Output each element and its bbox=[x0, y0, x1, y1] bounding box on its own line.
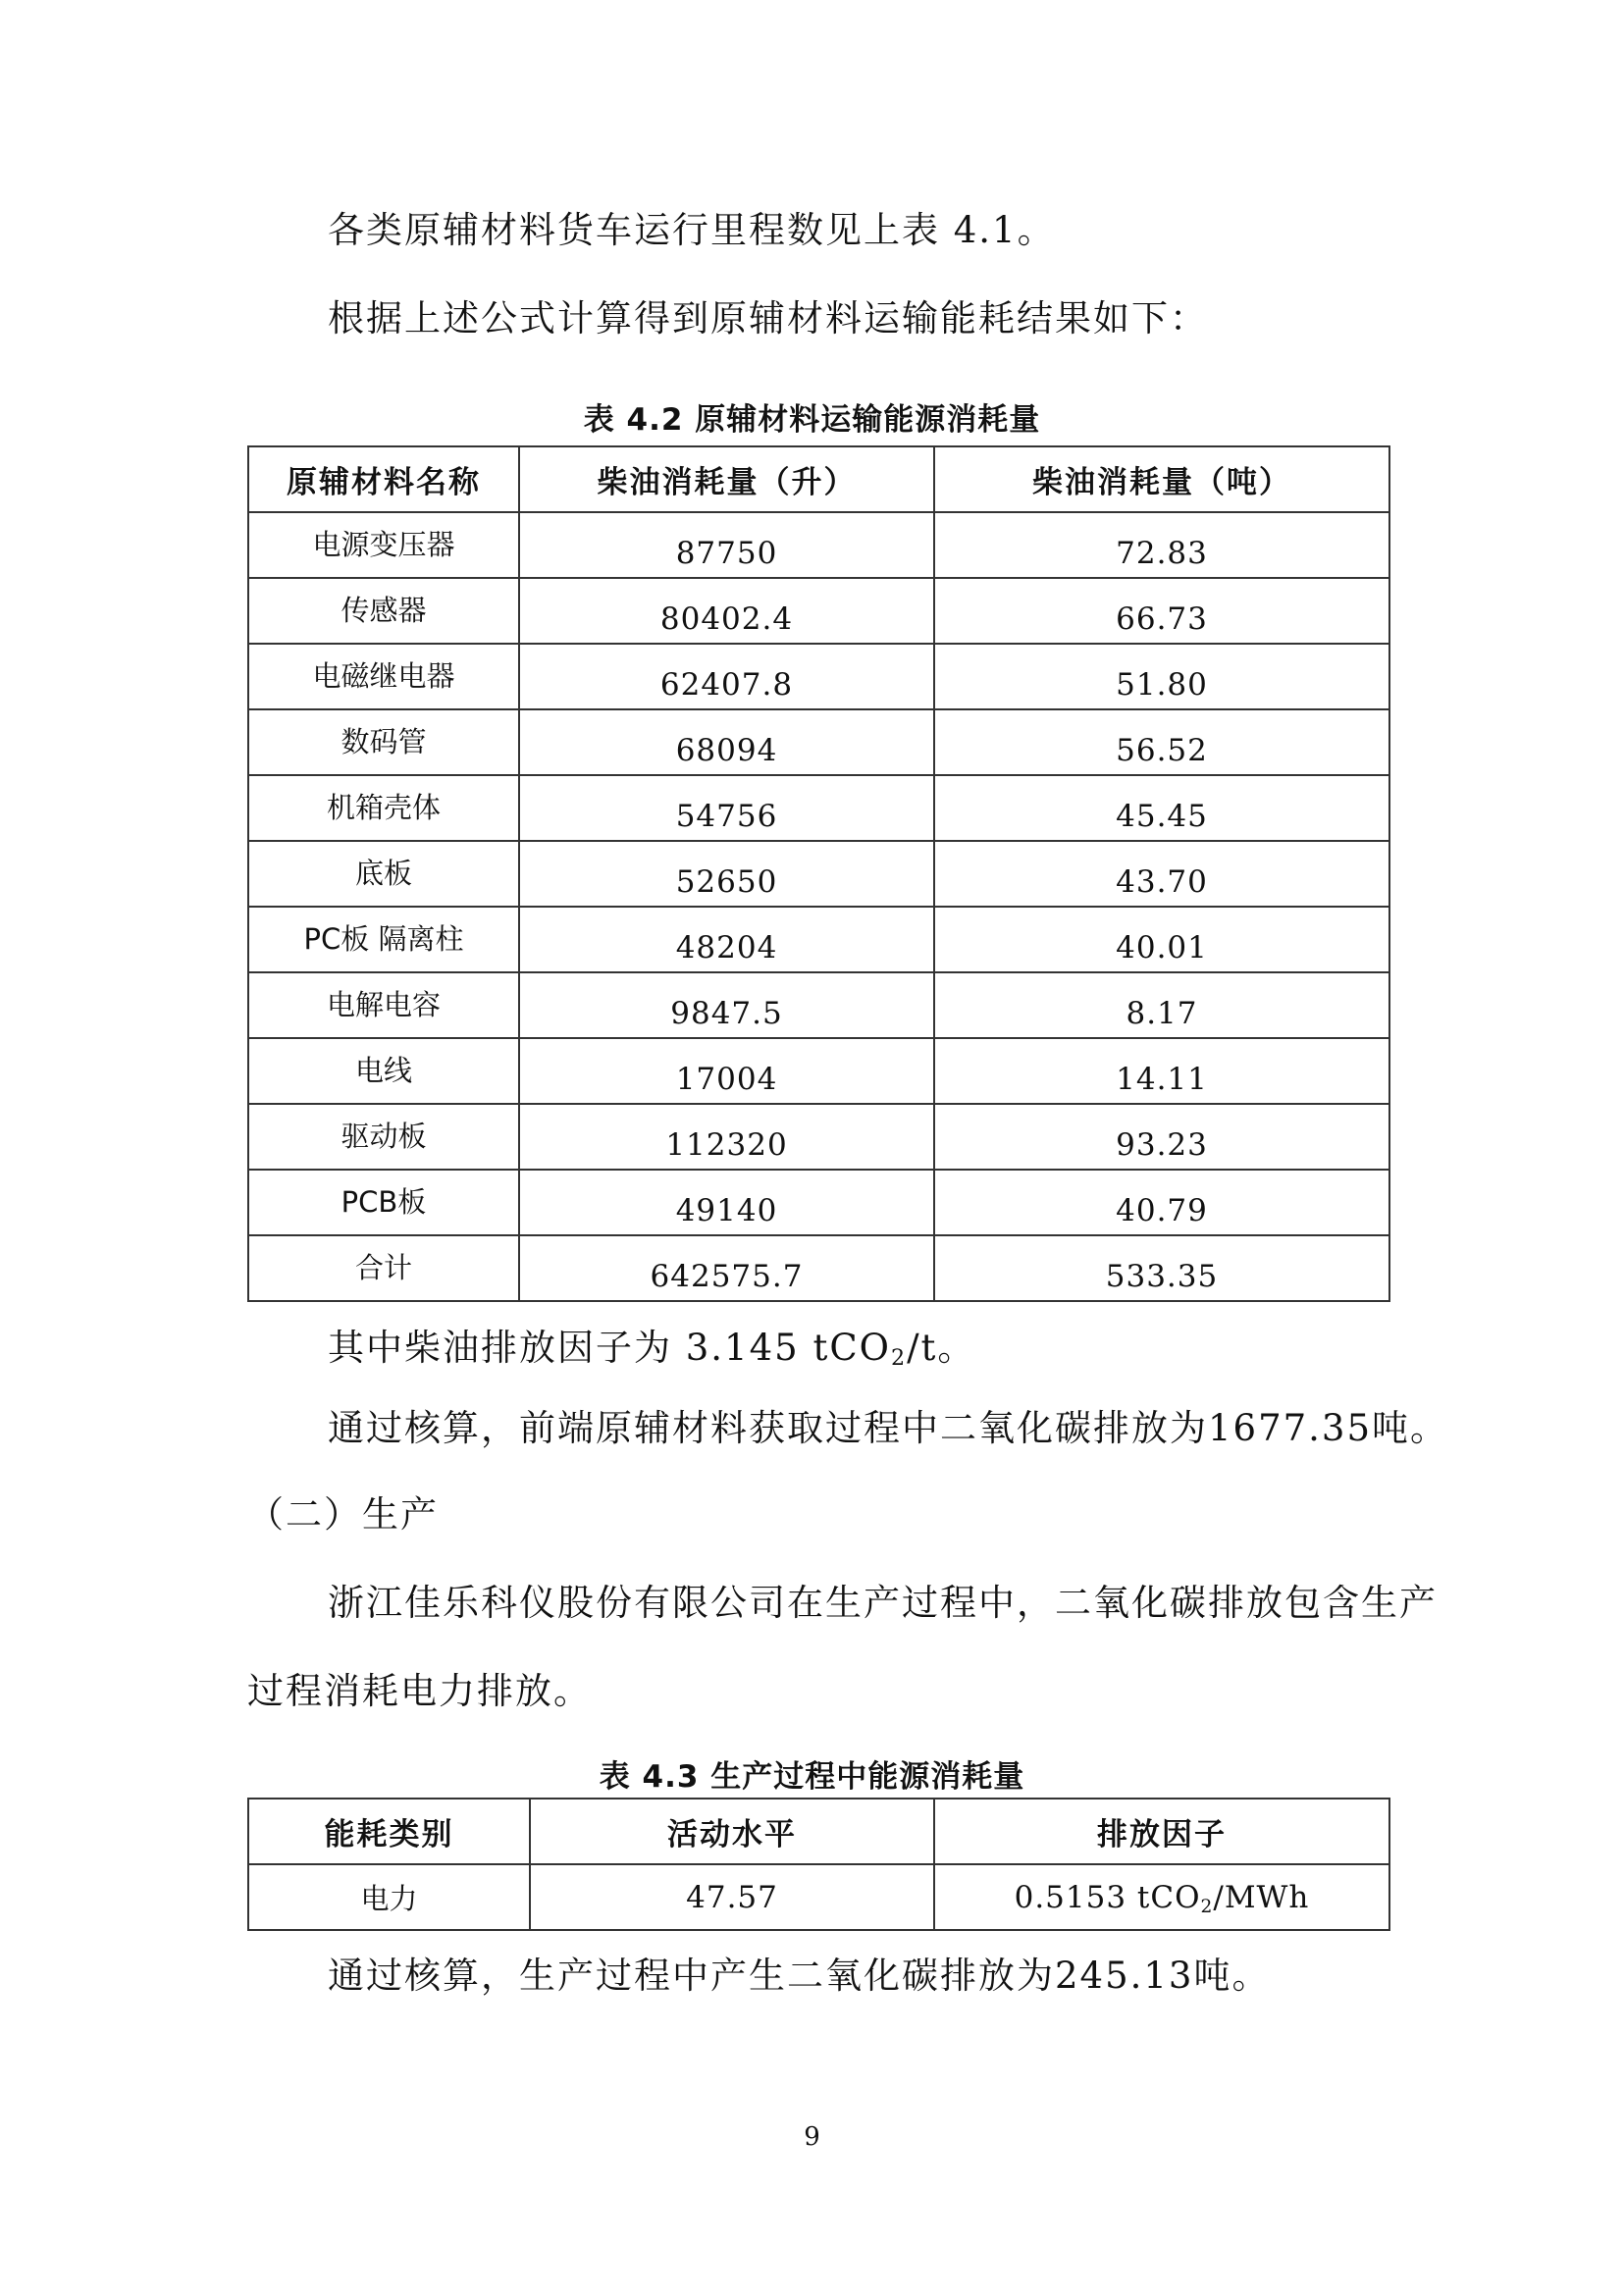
total-diesel-tons: 533.35 bbox=[934, 1235, 1389, 1301]
diesel-liters: 9847.5 bbox=[519, 972, 934, 1038]
material-name: 电源变压器 bbox=[248, 512, 519, 578]
material-name: 底板 bbox=[248, 841, 519, 907]
paragraph-production-line2: 过程消耗电力排放。 bbox=[247, 1670, 592, 1712]
paragraph-production-emission-result: 通过核算，生产过程中产生二氧化碳排放为245.13吨。 bbox=[328, 1955, 1271, 1997]
material-name: 传感器 bbox=[248, 578, 519, 644]
header-emission-factor: 排放因子 bbox=[934, 1799, 1389, 1864]
paragraph-mileage-reference: 各类原辅材料货车运行里程数见上表 4.1。 bbox=[328, 209, 1056, 251]
header-diesel-liters: 柴油消耗量（升） bbox=[519, 446, 934, 512]
diesel-liters: 112320 bbox=[519, 1104, 934, 1170]
table-total-row bbox=[248, 1235, 1389, 1301]
diesel-tons: 14.11 bbox=[934, 1038, 1389, 1104]
table-row bbox=[248, 1170, 1389, 1235]
material-name: 电磁继电器 bbox=[248, 644, 519, 709]
table-row bbox=[248, 512, 1389, 578]
material-name: 机箱壳体 bbox=[248, 775, 519, 841]
table-row bbox=[248, 775, 1389, 841]
diesel-tons: 72.83 bbox=[934, 512, 1389, 578]
table-4-2-caption: 表 4.2 原辅材料运输能源消耗量 bbox=[583, 402, 1041, 438]
table-row bbox=[248, 709, 1389, 775]
header-material-name: 原辅材料名称 bbox=[248, 446, 519, 512]
table-row bbox=[248, 644, 1389, 709]
diesel-liters: 54756 bbox=[519, 775, 934, 841]
table-4-3-caption: 表 4.3 生产过程中能源消耗量 bbox=[599, 1759, 1025, 1795]
diesel-tons: 93.23 bbox=[934, 1104, 1389, 1170]
header-diesel-tons: 柴油消耗量（吨） bbox=[934, 446, 1389, 512]
header-energy-category: 能耗类别 bbox=[248, 1799, 530, 1864]
total-diesel-liters: 642575.7 bbox=[519, 1235, 934, 1301]
diesel-tons: 45.45 bbox=[934, 775, 1389, 841]
table-header-row bbox=[248, 1799, 1389, 1864]
table-header-row bbox=[248, 446, 1389, 512]
table-4-2 bbox=[247, 445, 1390, 1302]
diesel-liters: 48204 bbox=[519, 907, 934, 972]
diesel-tons: 43.70 bbox=[934, 841, 1389, 907]
diesel-liters: 87750 bbox=[519, 512, 934, 578]
diesel-liters: 62407.8 bbox=[519, 644, 934, 709]
paragraph-production-line1: 浙江佳乐科仪股份有限公司在生产过程中，二氧化碳排放包含生产 bbox=[328, 1582, 1438, 1624]
energy-category: 电力 bbox=[248, 1864, 530, 1930]
diesel-tons: 56.52 bbox=[934, 709, 1389, 775]
material-name: 电解电容 bbox=[248, 972, 519, 1038]
total-label: 合计 bbox=[248, 1235, 519, 1301]
table-row bbox=[248, 972, 1389, 1038]
diesel-tons: 40.79 bbox=[934, 1170, 1389, 1235]
page-number: 9 bbox=[804, 2122, 820, 2152]
diesel-liters: 17004 bbox=[519, 1038, 934, 1104]
table-4-3 bbox=[247, 1798, 1390, 1931]
section-heading-production: （二）生产 bbox=[247, 1493, 439, 1536]
activity-level: 47.57 bbox=[530, 1864, 934, 1930]
diesel-liters: 52650 bbox=[519, 841, 934, 907]
material-name: 驱动板 bbox=[248, 1104, 519, 1170]
table-row bbox=[248, 1104, 1389, 1170]
diesel-liters: 80402.4 bbox=[519, 578, 934, 644]
material-name: PCB板 bbox=[248, 1170, 519, 1235]
paragraph-calculation-intro: 根据上述公式计算得到原辅材料运输能耗结果如下： bbox=[328, 297, 1208, 339]
table-row bbox=[248, 1038, 1389, 1104]
header-activity-level: 活动水平 bbox=[530, 1799, 934, 1864]
diesel-tons: 51.80 bbox=[934, 644, 1389, 709]
diesel-tons: 40.01 bbox=[934, 907, 1389, 972]
material-name: PC板 隔离柱 bbox=[248, 907, 519, 972]
diesel-liters: 49140 bbox=[519, 1170, 934, 1235]
table-row bbox=[248, 578, 1389, 644]
material-name: 电线 bbox=[248, 1038, 519, 1104]
material-name: 数码管 bbox=[248, 709, 519, 775]
emission-factor: 0.5153 tCO$_2$/MWh bbox=[934, 1864, 1389, 1930]
table-row bbox=[248, 841, 1389, 907]
diesel-liters: 68094 bbox=[519, 709, 934, 775]
table-row bbox=[248, 1864, 1389, 1930]
table-row bbox=[248, 907, 1389, 972]
diesel-tons: 66.73 bbox=[934, 578, 1389, 644]
diesel-tons: 8.17 bbox=[934, 972, 1389, 1038]
paragraph-diesel-emission-factor: 其中柴油排放因子为 3.145 tCO$_2$/t。 bbox=[328, 1327, 976, 1371]
paragraph-upstream-emission-result: 通过核算，前端原辅材料获取过程中二氧化碳排放为1677.35吨。 bbox=[328, 1407, 1449, 1449]
